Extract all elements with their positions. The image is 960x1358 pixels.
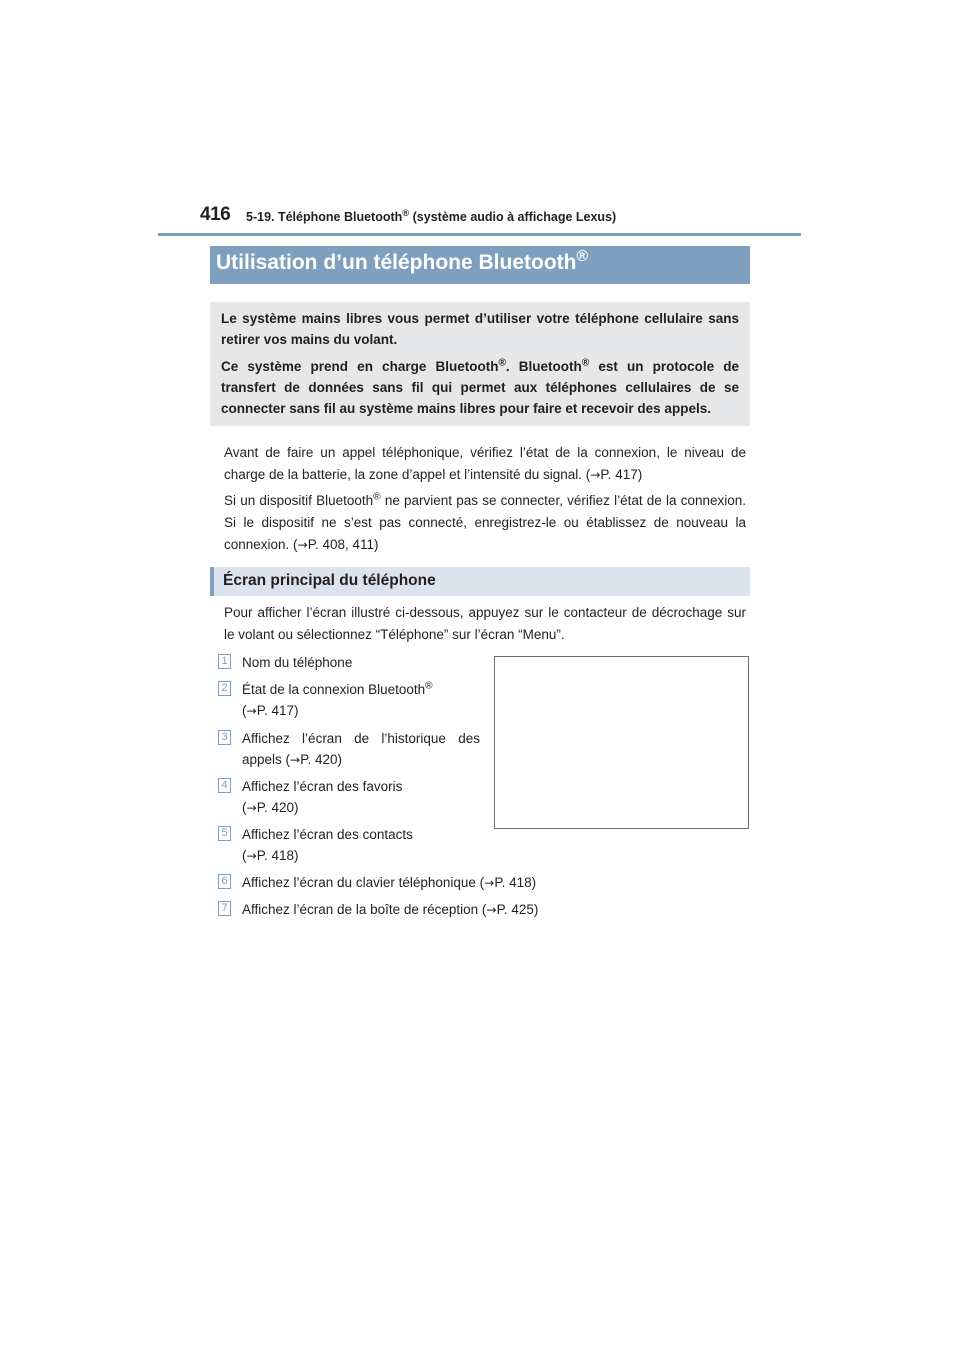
- item-text: Affichez l’écran des contacts (→P. 418): [242, 827, 413, 863]
- registered-mark: ®: [581, 357, 590, 369]
- item-text: Affichez l’écran des favoris (→P. 420): [242, 779, 403, 815]
- item-text: Affichez l’écran du clavier téléphonique (→P. 418): [242, 875, 537, 890]
- registered-mark: ®: [402, 207, 410, 218]
- arrow-icon: →: [297, 538, 308, 552]
- page-reference[interactable]: P. 417): [600, 467, 643, 482]
- arrow-icon: →: [484, 876, 495, 890]
- arrow-icon: →: [246, 704, 257, 718]
- header-rule: [158, 233, 801, 236]
- page-reference[interactable]: P. 420): [300, 752, 343, 767]
- intro-paragraph-1: Le système mains libres vous permet d’utiliser votre téléphone cellulaire sans retirer vos mains du volant.: [221, 311, 739, 347]
- subsection-intro: Pour afficher l’écran illustré ci-dessous, appuyez sur le contacteur de décrochage sur le volant ou sélectionnez “Téléphone” sur l’écran “Menu”.: [224, 605, 746, 642]
- item-number-badge: 2: [218, 681, 231, 696]
- body-paragraph-2: Si un dispositif Bluetooth® ne parvient pas se connecter, vérifiez l’état de la connexion. Si le dispositif ne s’est pas connecté, enregistrez-le ou établissez de nouveau la connexion. (→P. 408, 411): [224, 491, 747, 552]
- running-header-title: 5-19. Téléphone Bluetooth: [246, 210, 403, 224]
- page-reference[interactable]: P. 417): [256, 703, 299, 718]
- registered-mark: ®: [498, 357, 506, 369]
- arrow-icon: →: [290, 753, 301, 767]
- running-header: [246, 207, 617, 224]
- section-banner: [210, 246, 750, 284]
- page-reference[interactable]: P. 408, 411): [307, 537, 379, 552]
- arrow-icon: →: [486, 903, 497, 917]
- page-reference[interactable]: P. 425): [496, 902, 539, 917]
- item-text: Nom du téléphone: [242, 655, 353, 670]
- intro-paragraph-2: Ce système prend en charge Bluetooth®. Bluetooth® est un protocole de transfert de données sans fil qui permet aux téléphones cellulaires de se connecter sans fil au système mains libres pour faire et recevoir des appels.: [221, 357, 740, 416]
- item-number-badge: 7: [218, 901, 231, 916]
- registered-mark: ®: [425, 680, 433, 692]
- item-number-badge: 3: [218, 730, 231, 745]
- page-reference[interactable]: P. 418): [256, 848, 299, 863]
- item-text: État de la connexion Bluetooth® (→P. 417): [242, 680, 433, 718]
- registered-mark: ®: [576, 248, 589, 265]
- running-header-subtitle: (système audio à affichage Lexus): [409, 210, 617, 224]
- section-title-text: Utilisation d’un téléphone Bluetooth: [216, 251, 577, 274]
- arrow-icon: →: [246, 849, 257, 863]
- subsection-banner: [210, 567, 750, 596]
- arrow-icon: →: [246, 801, 257, 815]
- item-number-badge: 1: [218, 654, 231, 669]
- item-number-badge: 6: [218, 874, 231, 889]
- item-text: Affichez l’écran de la boîte de réception (→P. 425): [242, 902, 539, 917]
- page-number: 416: [200, 204, 231, 225]
- subsection-title: Écran principal du téléphone: [223, 572, 436, 589]
- item-number-badge: 4: [218, 778, 231, 793]
- intro-box: [210, 302, 750, 426]
- subsection-accent: [210, 567, 214, 596]
- item-number-badge: 5: [218, 826, 231, 841]
- registered-mark: ®: [373, 491, 381, 503]
- page-reference[interactable]: P. 420): [256, 800, 299, 815]
- phone-screen-illustration: [494, 656, 749, 829]
- arrow-icon: →: [590, 468, 601, 482]
- body-paragraph-1: Avant de faire un appel téléphonique, vérifiez l’état de la connexion, le niveau de charge de la batterie, la zone d’appel et l’intensité du signal. (→P. 417): [224, 445, 746, 482]
- item-text: Affichez l’écran de l’historique des appels (→P. 420): [242, 731, 480, 767]
- section-title: [216, 248, 589, 275]
- page-reference[interactable]: P. 418): [494, 875, 537, 890]
